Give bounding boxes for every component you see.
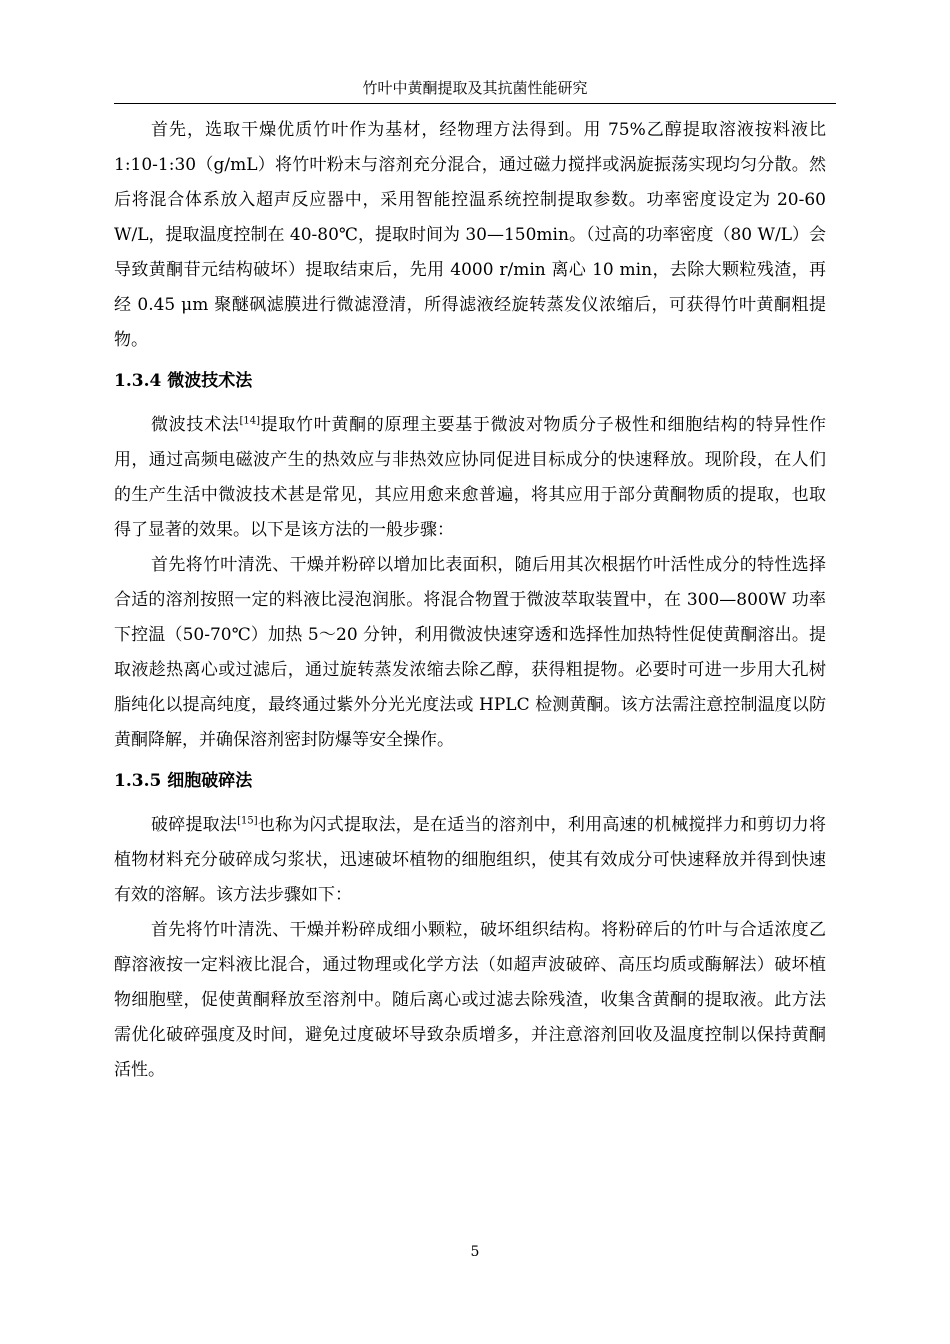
- page-number: 5: [470, 1244, 480, 1260]
- paragraph-microwave-intro: [114, 408, 826, 548]
- paragraph-cell-disruption-intro: [114, 808, 826, 913]
- text-disruption-term: 破碎提取法: [151, 815, 238, 835]
- paragraph-ultrasonic-steps: 首先，选取干燥优质竹叶作为基材，经物理方法得到。用 75%乙醇提取溶液按料液比 1:10-1:30（g/mL）将竹叶粉末与溶剂充分混合，通过磁力搅拌或涡旋振荡实现均匀分散。然后将混合体系放入超声反应器中，采用智能控温系统控制提取参数。功率密度设定为 20-60 W/L，提取温度控制在 40-80℃，提取时间为 30—150min。（过高的功率密度（80 W/L）会导致黄酮苷元结构破坏）提取结束后，先用 4000 r/min 离心 10 min，去除大颗粒残渣，再经 0.45 μm 聚醚砜滤膜进行微滤澄清，所得滤液经旋转蒸发仪浓缩后，可获得竹叶黄酮粗提物。: [114, 120, 826, 350]
- section-heading-1-3-4: 1.3.4 微波技术法: [114, 371, 253, 391]
- header-rule: [114, 103, 836, 104]
- paragraph-microwave-steps: 首先将竹叶清洗、干燥并粉碎以增加比表面积，随后用其次根据竹叶活性成分的特性选择合适的溶剂按照一定的料液比浸泡润胀。将混合物置于微波萃取装置中，在 300—800W 功率下控温（50-70℃）加热 5～20 分钟，利用微波快速穿透和选择性加热特性促使黄酮溶出。提取液趁热离心或过滤后，通过旋转蒸发浓缩去除乙醇，获得粗提物。必要时可进一步用大孔树脂纯化以提高纯度，最终通过紫外分光光度法或 HPLC 检测黄酮。该方法需注意控制温度以防黄酮降解，并确保溶剂密封防爆等安全操作。: [114, 555, 826, 750]
- page-body: [114, 113, 826, 1088]
- paragraph-cell-disruption-steps: 首先将竹叶清洗、干燥并粉碎成细小颗粒，破坏组织结构。将粉碎后的竹叶与合适浓度乙醇溶液按一定料液比混合，通过物理或化学方法（如超声波破碎、高压均质或酶解法）破坏植物细胞壁，促使黄酮释放至溶剂中。随后离心或过滤去除残渣，收集含黄酮的提取液。此方法需优化破碎强度及时间，避免过度破坏导致杂质增多，并注意溶剂回收及温度控制以保持黄酮活性。: [114, 920, 826, 1080]
- text-microwave-body: 提取竹叶黄酮的原理主要基于微波对物质分子极性和细胞结构的特异性作用，通过高频电磁波产生的热效应与非热效应协同促进目标成分的快速释放。现阶段，在人们的生产生活中微波技术甚是常见，其应用愈来愈普遍，将其应用于部分黄酮物质的提取，也取得了显著的效果。以下是该方法的一般步骤：: [114, 415, 827, 540]
- citation-14: [14]: [239, 415, 260, 427]
- text-microwave-term: 微波技术法: [151, 415, 240, 435]
- section-heading-1-3-5: 1.3.5 细胞破碎法: [114, 771, 253, 791]
- text-disruption-body: 也称为闪式提取法，是在适当的溶剂中，利用高速的机械搅拌力和剪切力将植物材料充分破碎成匀浆状，迅速破坏植物的细胞组织，使其有效成分可快速释放并得到快速有效的溶解。该方法步骤如下：: [114, 815, 827, 905]
- citation-15: [15]: [237, 815, 258, 827]
- running-header: 竹叶中黄酮提取及其抗菌性能研究: [362, 79, 588, 97]
